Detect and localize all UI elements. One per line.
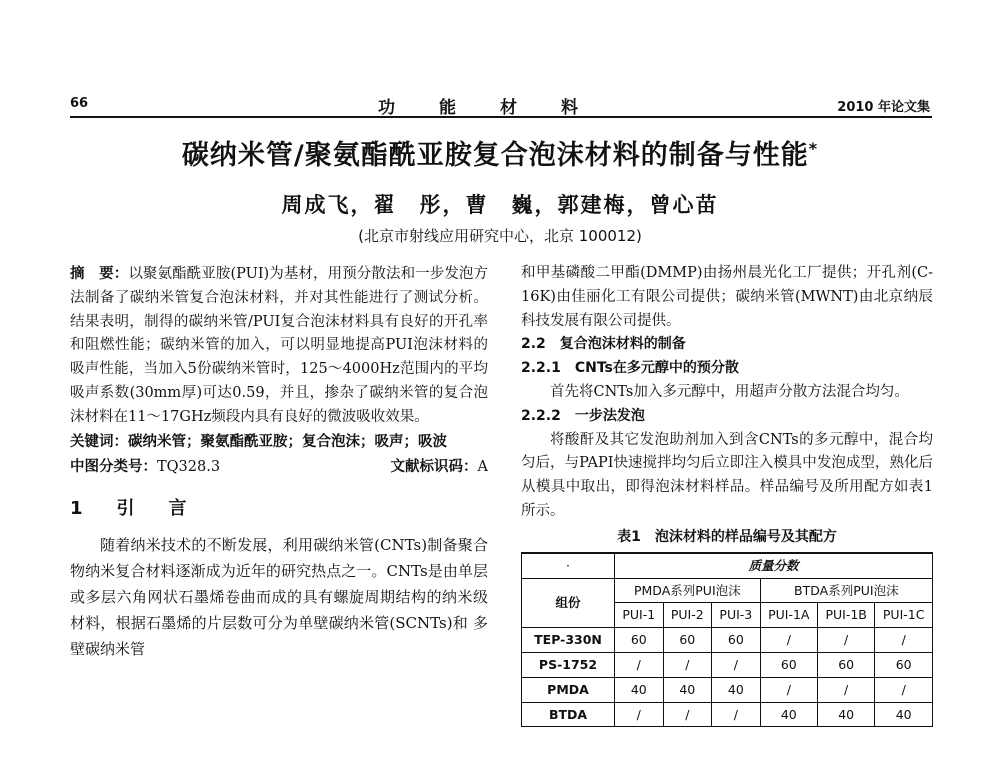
doc-code-label: 文献标识码： bbox=[390, 458, 478, 476]
clc-code bbox=[70, 455, 220, 480]
row-label: PMDA bbox=[522, 677, 615, 702]
materials-paragraph: 和甲基磷酸二甲酯(DMMP)由扬州晨光化工厂提供；开孔剂(C-16K)由佳丽化工有限公司提供；碳纳米管(MWNT)由北京纳辰科技发展有限公司提供。 bbox=[521, 265, 933, 329]
table-cell: 40 bbox=[875, 702, 933, 727]
right-column bbox=[521, 262, 933, 727]
table-row bbox=[522, 702, 933, 727]
group-header-btda bbox=[760, 578, 932, 603]
column-header: PUI-2 bbox=[663, 603, 712, 628]
header-rule bbox=[70, 116, 932, 118]
title-footnote-mark: * bbox=[808, 139, 819, 158]
table-cell: / bbox=[663, 702, 712, 727]
table-cell: / bbox=[712, 652, 761, 677]
table-cell: 60 bbox=[817, 652, 874, 677]
table-cell: / bbox=[875, 628, 933, 653]
page-number: 66 bbox=[70, 96, 89, 111]
intro-paragraph: 随着纳米技术的不断发展，利用碳纳米管(CNTs)制备聚合物纳米复合材料逐渐成为近年的研究热点之一。CNTs是由单层或多层六角网状石墨烯卷曲而成的具有螺旋周期结构的纳米级材料，根据石墨烯的片层数可分为单壁碳纳米管(SCNTs)和 多壁碳纳米管 bbox=[70, 536, 488, 659]
foaming-paragraph: 将酸酐及其它发泡助剂加入到含CNTs的多元醇中，混合均匀后，与PAPI快速搅拌均匀后立即注入模具中发泡成型，熟化后从模具中取出，即得泡沫材料样品。样品编号及所用配方如表1所示。 bbox=[521, 431, 933, 519]
column-header: PUI-1A bbox=[760, 603, 817, 628]
section-heading-intro: 1 引 言 bbox=[70, 498, 195, 520]
authors: 周成飞，翟 彤，曹 巍，郭建梅，曾心苗 bbox=[281, 192, 719, 217]
column-header: PUI-1C bbox=[875, 603, 933, 628]
table-corner-mark: · bbox=[522, 553, 615, 578]
table-cell: 60 bbox=[663, 628, 712, 653]
keywords-text: 碳纳米管；聚氨酯酰亚胺；复合泡沫；吸声；吸波 bbox=[128, 432, 447, 450]
paper-title bbox=[0, 133, 1000, 172]
left-column bbox=[70, 262, 488, 662]
table-cell: 40 bbox=[817, 702, 874, 727]
table-cell: 60 bbox=[712, 628, 761, 653]
table-cell: 60 bbox=[615, 628, 664, 653]
table-cell: 40 bbox=[615, 677, 664, 702]
abstract-text: 以聚氨酯酰亚胺(PUI)为基材，用预分散法和一步发泡方法制备了碳纳米管复合泡沫材料，并对其性能进行了测试分析。结果表明，制得的碳纳米管/PUI复合泡沫材料具有良好的开孔率和阻燃性能；碳纳米管的加入，可以明显地提高PUI泡沫材料的吸声性能，当加入5份碳纳米管时，125～4000Hz范围内的平均吸声系数(30mm厚)可达0.59，并且，掺杂了碳纳米管的复合泡沫材料在11～17GHz频段内具有良好的微波吸收效果。 bbox=[70, 266, 488, 425]
group-header-pmda-text: PMDA系列PUI泡沫 bbox=[633, 582, 741, 598]
table-cell: / bbox=[817, 628, 874, 653]
keywords-label: 关键词： bbox=[70, 432, 128, 450]
mass-fraction-header: 质量分数 bbox=[615, 553, 933, 578]
table-caption: 表1 泡沫材料的样品编号及其配方 bbox=[617, 528, 837, 545]
table-row bbox=[522, 677, 933, 702]
table-cell: / bbox=[875, 677, 933, 702]
table-row bbox=[522, 652, 933, 677]
doc-code-value: A bbox=[477, 459, 488, 476]
column-header: PUI-1 bbox=[615, 603, 664, 628]
table-cell: / bbox=[817, 677, 874, 702]
section-heading-2-2-2: 2.2.2 一步法发泡 bbox=[521, 407, 645, 424]
table-cell: 60 bbox=[760, 652, 817, 677]
running-header bbox=[70, 93, 930, 117]
table-cell: / bbox=[663, 652, 712, 677]
column-header: PUI-3 bbox=[712, 603, 761, 628]
formulation-table bbox=[521, 552, 933, 728]
clc-value: TQ328.3 bbox=[157, 459, 221, 476]
abstract bbox=[70, 262, 488, 430]
predispersion-paragraph: 首先将CNTs加入多元醇中，用超声分散方法混合均匀。 bbox=[550, 383, 909, 400]
issue-label: 2010 年论文集 bbox=[837, 100, 930, 115]
section-heading-2-2-1: 2.2.1 CNTs在多元醇中的预分散 bbox=[521, 360, 739, 377]
column-header: PUI-1B bbox=[817, 603, 874, 628]
doc-code bbox=[391, 455, 488, 480]
table-cell: / bbox=[760, 677, 817, 702]
group-header-btda-text: BTDA系列PUI泡沫 bbox=[794, 582, 899, 598]
affiliation: (北京市射线应用研究中心，北京 100012) bbox=[358, 227, 642, 245]
table-cell: / bbox=[712, 702, 761, 727]
keywords bbox=[70, 430, 488, 454]
abstract-label: 摘 要： bbox=[70, 265, 129, 282]
section-heading-2-2: 2.2 复合泡沫材料的制备 bbox=[521, 336, 686, 353]
group-header-pmda bbox=[615, 578, 761, 603]
row-label: PS-1752 bbox=[522, 652, 615, 677]
table-cell: 40 bbox=[760, 702, 817, 727]
table-cell: / bbox=[615, 702, 664, 727]
table-row bbox=[522, 628, 933, 653]
classification-line bbox=[70, 455, 488, 480]
component-header: 组份 bbox=[522, 578, 615, 628]
table-cell: / bbox=[615, 652, 664, 677]
row-label: BTDA bbox=[522, 702, 615, 727]
table-cell: 60 bbox=[875, 652, 933, 677]
clc-label: 中图分类号： bbox=[70, 458, 157, 476]
table-cell: / bbox=[760, 628, 817, 653]
table-cell: 40 bbox=[663, 677, 712, 702]
table-cell: 40 bbox=[712, 677, 761, 702]
journal-name: 功能材料 bbox=[378, 98, 622, 118]
row-label: TEP-330N bbox=[522, 628, 615, 653]
paper-title-text: 碳纳米管/聚氨酯酰亚胺复合泡沫材料的制备与性能 bbox=[181, 140, 809, 171]
